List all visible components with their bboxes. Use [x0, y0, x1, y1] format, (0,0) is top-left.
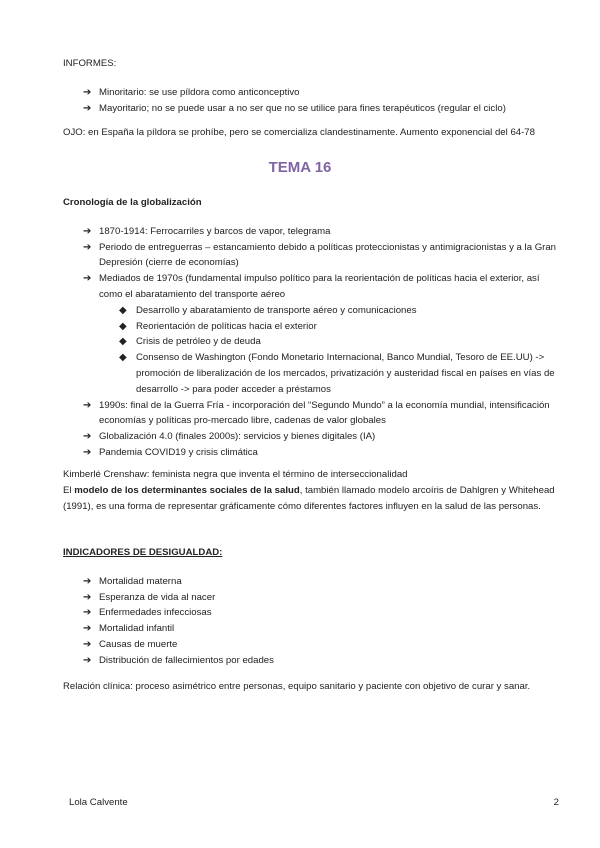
footer-author: Lola Calvente — [69, 797, 128, 808]
list-item: ➔ Enfermedades infecciosas — [63, 605, 561, 621]
modelo-term: modelo de los determinantes sociales de la salud — [74, 484, 300, 496]
informes-section — [63, 56, 561, 141]
informes-heading: INFORMES: — [63, 58, 117, 69]
list-item: ➔ Mortalidad materna — [63, 574, 561, 590]
footer-page-number: 2 — [553, 797, 559, 808]
arrow-right-icon: ➔ — [83, 86, 92, 98]
arrow-right-icon: ➔ — [83, 431, 92, 443]
arrow-right-icon: ➔ — [83, 623, 92, 635]
cronologia-list — [63, 224, 561, 303]
list-item: ➔ Periodo de entreguerras – estancamiento debido a políticas proteccionistas y antimigracionistas y a la Gran Depresión (cierre de economías) — [83, 241, 557, 269]
arrow-right-icon: ➔ — [83, 241, 92, 253]
notes-section — [63, 467, 561, 514]
arrow-right-icon: ➔ — [83, 575, 92, 587]
arrow-right-icon: ➔ — [83, 102, 92, 114]
indicadores-section — [63, 545, 561, 669]
list-item: ➔ 1870-1914: Ferrocarriles y barcos de vapor, telegrama — [63, 224, 561, 240]
list-item: ➔ Esperanza de vida al nacer — [63, 590, 561, 606]
arrow-right-icon: ➔ — [83, 446, 92, 458]
list-item: ➔ Minoritario: se use píldora como anticonceptivo — [63, 85, 561, 101]
cronologia-section — [63, 195, 561, 461]
arrow-right-icon: ➔ — [83, 654, 92, 666]
diamond-bullet-icon: ◆ — [119, 304, 127, 316]
diamond-bullet-icon: ◆ — [119, 352, 127, 364]
modelo-paragraph: El modelo de los determinantes sociales de la salud, también llamado modelo arcoíris de Dahlgren y Whitehead (1991), es una forma de representar gráficamente cómo diferentes factores influyen en la salud de las personas. — [63, 484, 555, 512]
sub-list-item: ◆ Reorientación de políticas hacia el exterior — [63, 319, 561, 335]
informes-list — [63, 85, 561, 117]
cronologia-heading: Cronología de la globalización — [63, 197, 202, 208]
arrow-right-icon: ➔ — [83, 273, 92, 285]
indicadores-list — [63, 574, 561, 669]
page-title: TEMA 16 — [268, 159, 332, 176]
list-item: ➔ Distribución de fallecimientos por edades — [63, 653, 561, 669]
crenshaw-note: Kimberlé Crenshaw: feminista negra que inventa el término de interseccionalidad — [63, 469, 408, 480]
relacion-note: Relación clínica: proceso asimétrico entre personas, equipo sanitario y paciente con objetivo de curar y sanar. — [63, 681, 531, 692]
arrow-right-icon: ➔ — [83, 225, 92, 237]
sub-list-item: ◆ Desarrollo y abaratamiento de transporte aéreo y comunicaciones — [63, 303, 561, 319]
sub-list-item: ◆ Consenso de Washington (Fondo Monetario Internacional, Banco Mundial, Tesoro de EE.UU) -> promoción de liberalización de los mercados, privatización y austeridad fiscal en países en vías de desarrollo -> para poder acceder a préstamos — [119, 352, 555, 395]
list-item: ➔ Causas de muerte — [63, 637, 561, 653]
cronologia-list-continued — [63, 398, 561, 461]
list-item: ➔ Mortalidad infantil — [63, 621, 561, 637]
relacion-section — [63, 679, 561, 695]
cronologia-sublist — [63, 303, 561, 398]
list-item: ➔ Pandemia COVID19 y crisis climática — [63, 445, 561, 461]
diamond-bullet-icon: ◆ — [119, 336, 127, 348]
list-item: ➔ Globalización 4.0 (finales 2000s): servicios y bienes digitales (IA) — [63, 429, 561, 445]
indicadores-heading: INDICADORES DE DESIGUALDAD: — [63, 547, 223, 558]
ojo-note: OJO: en España la píldora se prohíbe, pero se comercializa clandestinamente. Aumento exponencial del 64-78 — [63, 127, 535, 139]
arrow-right-icon: ➔ — [83, 399, 92, 411]
arrow-right-icon: ➔ — [83, 638, 92, 650]
diamond-bullet-icon: ◆ — [119, 320, 127, 332]
sub-list-item: ◆ Crisis de petróleo y de deuda — [63, 334, 561, 350]
list-item: ➔ Mediados de 1970s (fundamental impulso político para la reorientación de políticas hacia el exterior, así como el abaratamiento del transporte aéreo — [83, 273, 540, 300]
list-item: ➔ Mayoritario; no se puede usar a no ser que no se utilice para fines terapéuticos (regular el ciclo) — [63, 101, 561, 117]
arrow-right-icon: ➔ — [83, 607, 92, 619]
arrow-right-icon: ➔ — [83, 591, 92, 603]
list-item: ➔ 1990s: final de la Guerra Fría - incorporación del “Segundo Mundo” a la economía mundial, intensificación economías y políticas pro-mercado libre, cadenas de valor globales — [83, 399, 550, 427]
